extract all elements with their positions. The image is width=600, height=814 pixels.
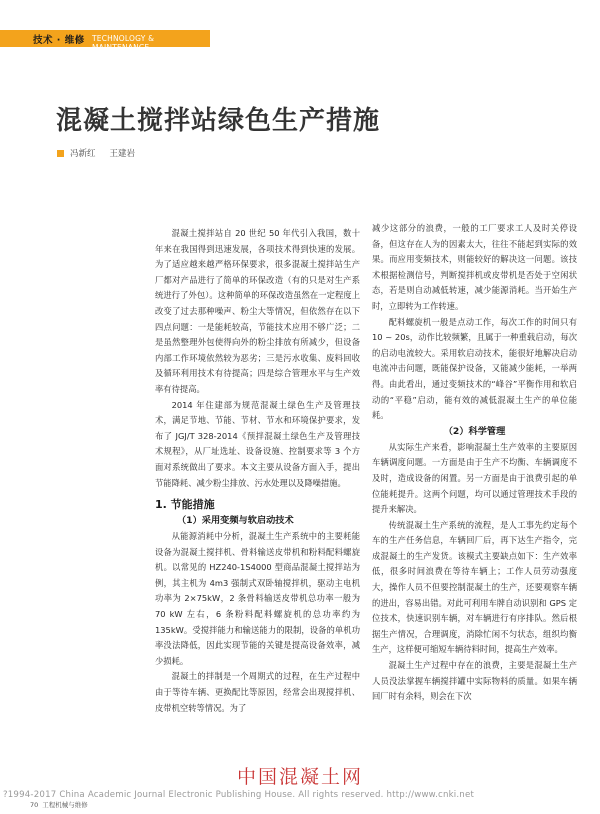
paragraph: 2014 年住建部为规范混凝土绿色生产及管理技术，满足节地、节能、节材、节水和环境保护要求，发布了 JGJ/T 328-2014《预拌混凝土绿色生产及管理技术规程》，从厂址选址、设备设施、控制要求等 3 个方面对系统做出了要求。本文主要从设备方面入手，提出节能降耗、减少粉尘排放、污水处理以及降噪措施。 <box>155 399 360 488</box>
paragraph: 混凝土的拌制是一个周期式的过程，在生产过程中由于等待车辆、更换配比等原因，经常会出现搅拌机、皮带机空转等情况。为了 <box>155 671 360 713</box>
journal-name: 工程机械与维修 <box>42 801 88 809</box>
left-column <box>155 226 360 716</box>
page-number: 70 <box>30 800 39 809</box>
paragraph: 混凝土搅拌站自 20 世纪 50 年代引入我国，数十年来在我国得到迅速发展，各项技术得到快速的发展。为了适应越来越严格环保要求，很多混凝土搅拌站生产厂都对产品进行了简单的环保改造（有的只是对生产系统进行了外包）。这种简单的环保改造虽然在一定程度上改变了过去那种噪声、粉尘大等情况，但依然存在以下四点问题：一是能耗较高，节能技术应用不够广泛；二是虽然整理外包使得向外的粉尘排放有所减少，但设备内部工作环境依然较为恶劣；三是污水收集、废料回收及循环利用技术有待提高；四是综合管理水平与生产效率有待提高。 <box>155 228 360 394</box>
paragraph: 减少这部分的浪费，一般的工厂要求工人及时关停设备，但这存在人为的因素太大，往往不能起到实际的效果。而应用变频技术，则能较好的解决这一问题。该技术根据检测信号，判断搅拌机或皮带机是否处于空闲状态，若是则自动减低转速，减少能源消耗。当开始生产时，立即转为工作转速。 <box>372 223 577 311</box>
paragraph: 混凝土生产过程中存在的浪费，主要是混凝土生产人员没法掌握车辆搅拌罐中实际物料的质量。如果车辆回厂时有余料，则会在下次 <box>372 660 577 702</box>
article-title: 混凝土搅拌站绿色生产措施 <box>56 106 381 136</box>
section-label-cn: 技术 · 维修 <box>33 35 85 46</box>
paragraph: 从实际生产来看，影响混凝土生产效率的主要原因车辆调度问题。一方面是由于生产不均衡、车辆调度不及时，造成设备的闲置。另一方面是由于浪费引起的单位能耗提升。这两个问题，均可以通过管理技术手段的提升来解决。 <box>372 441 577 515</box>
paragraph: 配料螺旋机一般是点动工作，每次工作的时间只有 10 ~ 20s，动作比较频繁，且属于一种重载启动，每次的启动电流较大。采用软启动技术，能很好地解决启动电流冲击问题，既能保护设备，又能减少能耗，一举两得。由此看出，通过变频技术的“峰谷”平衡作用和软启动的“平稳”启动，能有效的减低混凝土生产的单位能耗。 <box>372 316 577 421</box>
page-footer <box>30 800 88 809</box>
author-name: 冯新红 <box>70 149 96 159</box>
right-column <box>372 221 577 705</box>
bullet-square-icon <box>57 150 64 157</box>
author-line <box>57 147 135 159</box>
paragraph: 从能源消耗中分析，混凝土生产系统中的主要耗能设备为混凝土搅拌机、骨料输送皮带机和粉料配料螺旋机。以常见的 HZ240-1S4000 型商品混凝土搅拌站为例，其主机为 4m3 强制式双卧轴搅拌机，驱动主电机功率为 2×75kW，2 条骨料输送皮带机总功率一般为 70 kW 左右，6 条粉料配料螺旋机的总功率约为 135kW。受搅拌能力和输送能力的限制，设备的单机功率没法降低，因此实现节能的关键是提高设备效率，减少损耗。 <box>155 531 360 666</box>
watermark: 中国混凝土网 <box>236 766 363 788</box>
copyright-notice: ?1994-2017 China Academic Journal Electronic Publishing House. All rights reserved. http://www.cnki.net <box>3 790 475 800</box>
subsection-heading: （1）采用变频与软启动技术 <box>177 515 294 527</box>
section-label-en: TECHNOLOGY & MAINTENANCE <box>92 34 155 52</box>
section-header-bar <box>0 30 210 52</box>
paragraph: 传统混凝土生产系统的流程，是人工事先约定每个车的生产任务信息，车辆回厂后，再下达生产指令，完成混凝土的生产发货。该模式主要缺点如下：生产效率低，很多时间浪费在等待车辆上；工作人员劳动强度大，操作人员不但要控制混凝土的生产，还要观察车辆的进出，容易出错。对此可利用车牌自动识别和 GPS 定位技术，快速识别车辆，对车辆进行有序排队。然后根据生产情况，合理调度，消除忙闲不匀状态，组织均衡生产，这样便可缩短车辆待料时间，提高生产效率。 <box>372 519 577 655</box>
author-name: 王建岩 <box>109 149 136 159</box>
subsection-heading: （2）科学管理 <box>443 425 506 437</box>
section-heading: 1. 节能措施 <box>155 498 215 512</box>
